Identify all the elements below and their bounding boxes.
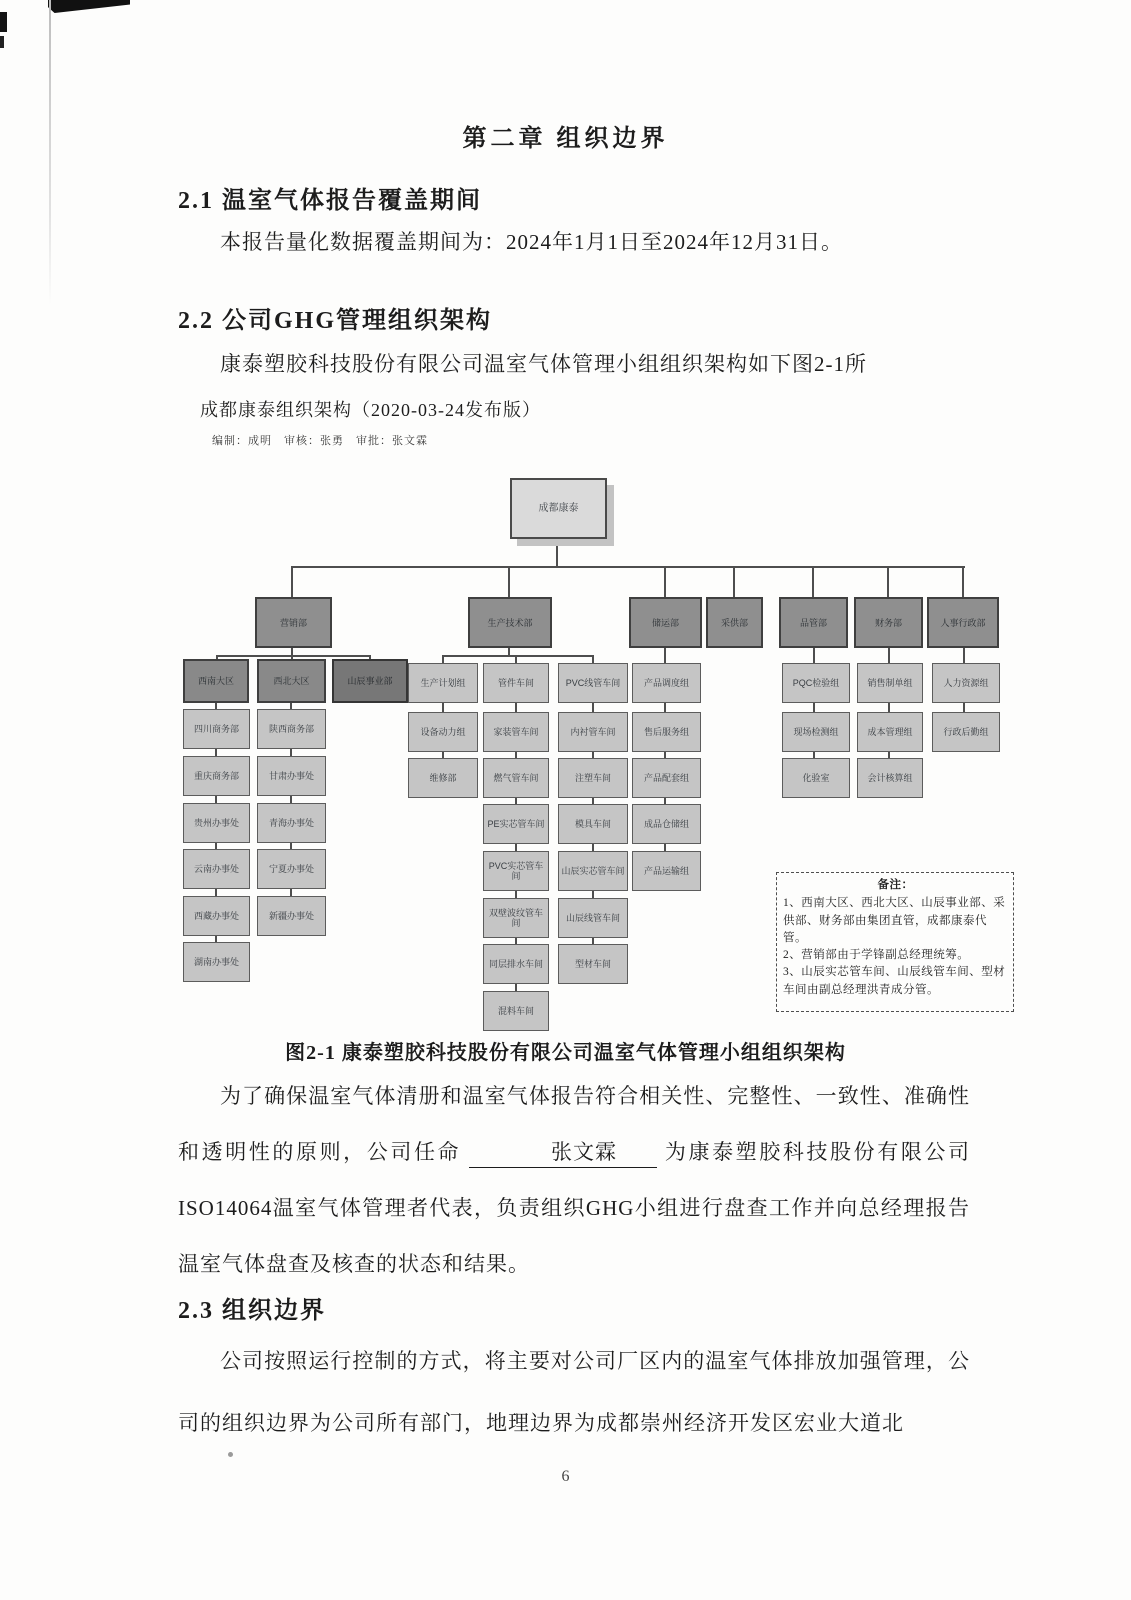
org-node: 化验室 xyxy=(782,758,850,798)
org-node: 成都康泰 xyxy=(510,478,607,539)
appointment-text-before: 为了确保温室气体清册和温室气体报告符合相关性、完整性、一致性、准确性和透明性的原则，公司任命 xyxy=(178,1084,970,1164)
org-node: 产品调度组 xyxy=(632,663,701,703)
section-2-3-heading: 2.3 组织边界 xyxy=(178,1298,326,1324)
org-connector-line xyxy=(216,655,371,657)
org-node: 会计核算组 xyxy=(857,758,923,798)
org-node: 贵州办事处 xyxy=(183,803,250,843)
section-2-3-paragraph: 公司按照运行控制的方式，将主要对公司厂区内的温室气体排放加强管理，公司的组织边界为公司所有部门，地理边界为成都崇州经济开发区宏业大道北 xyxy=(178,1349,970,1435)
org-node: 青海办事处 xyxy=(257,803,326,843)
note-item: 3、山辰实芯管车间、山辰线管车间、型材车间由副总经理洪青成分管。 xyxy=(783,966,1006,996)
org-chart-notes xyxy=(776,872,1014,1012)
org-connector-line xyxy=(291,566,965,568)
figure-caption: 图2-1 康泰塑胶科技股份有限公司温室气体管理小组组织架构 xyxy=(285,1042,846,1064)
org-node: PQC检验组 xyxy=(782,663,850,703)
org-node: 行政后勤组 xyxy=(932,712,1000,752)
section-2-2-intro: 康泰塑胶科技股份有限公司温室气体管理小组组织架构如下图2-1所 xyxy=(220,352,867,376)
org-node: 混料车间 xyxy=(483,991,549,1031)
org-node: 西藏办事处 xyxy=(183,896,250,936)
org-node: PVC线管车间 xyxy=(558,663,628,703)
appointed-name: 张文霖 xyxy=(469,1137,657,1168)
org-node: 人力资源组 xyxy=(932,663,1000,703)
org-node: 西北大区 xyxy=(257,659,326,703)
section-2-1-paragraph: 本报告量化数据覆盖期间为：2024年1月1日至2024年12月31日。 xyxy=(220,230,843,254)
org-node: 新疆办事处 xyxy=(257,896,326,936)
org-node: 注塑车间 xyxy=(558,758,628,798)
org-connector-line xyxy=(812,566,814,597)
org-node: 营销部 xyxy=(255,597,332,648)
org-node: 设备动力组 xyxy=(408,712,478,752)
org-node: PVC实芯管车间 xyxy=(483,851,549,891)
appointment-paragraph xyxy=(178,1068,970,1292)
org-node: 生产计划组 xyxy=(408,663,478,703)
org-node: 人事行政部 xyxy=(927,597,999,648)
note-item: 1、西南大区、西北大区、山辰事业部、采供部、财务部由集团直管，成都康泰代管。 xyxy=(783,897,1006,944)
org-node: 生产技术部 xyxy=(468,597,552,648)
org-connector-line xyxy=(664,566,666,597)
org-node: 管件车间 xyxy=(483,663,549,703)
note-item: 2、营销部由于学锋副总经理统筹。 xyxy=(783,949,970,961)
org-node: 采供部 xyxy=(706,597,763,648)
org-node: 内衬管车间 xyxy=(558,712,628,752)
org-node: 产品运输组 xyxy=(632,851,701,891)
org-node: 维修部 xyxy=(408,758,478,798)
org-connector-line xyxy=(733,566,735,597)
appointment-text-after: 为康泰塑胶科技股份有限公司ISO14064温室气体管理者代表，负责组织GHG小组进行盘查工作并向总经理报告温室气体盘查及核查的状态和结果。 xyxy=(178,1140,971,1276)
org-node: 湖南办事处 xyxy=(183,942,250,982)
org-chart-byline: 编制：成明 审核：张勇 审批：张文霖 xyxy=(212,435,428,447)
org-node: 山辰事业部 xyxy=(332,659,408,703)
chapter-title: 第二章 组织边界 xyxy=(462,126,669,152)
org-node: 燃气管车间 xyxy=(483,758,549,798)
org-node: 模具车间 xyxy=(558,804,628,844)
org-node: 现场检测组 xyxy=(782,712,850,752)
org-node: 家装管车间 xyxy=(483,712,549,752)
org-connector-line xyxy=(556,539,558,567)
org-node: 储运部 xyxy=(629,597,702,648)
org-node: 型材车间 xyxy=(558,944,628,984)
org-connector-line xyxy=(962,566,964,597)
org-connector-line xyxy=(442,655,594,657)
org-node: 双壁波纹管车间 xyxy=(483,898,549,938)
org-node: 四川商务部 xyxy=(183,709,250,749)
org-node: 销售制单组 xyxy=(857,663,923,703)
org-connector-line xyxy=(887,566,889,597)
org-chart-subtitle: 成都康泰组织架构（2020-03-24发布版） xyxy=(200,400,541,420)
org-node: 云南办事处 xyxy=(183,849,250,889)
notes-title: 备注： xyxy=(877,879,914,891)
org-node: 售后服务组 xyxy=(632,712,701,752)
org-node: 品管部 xyxy=(779,597,848,648)
org-node: 甘肃办事处 xyxy=(257,756,326,796)
org-node: 成品仓储组 xyxy=(632,804,701,844)
org-node: 西南大区 xyxy=(183,659,249,703)
page-number: 6 xyxy=(561,1468,570,1485)
org-node: 山辰实芯管车间 xyxy=(558,851,628,891)
org-connector-line xyxy=(291,566,293,597)
org-node: 重庆商务部 xyxy=(183,756,250,796)
org-node: 同层排水车间 xyxy=(483,944,549,984)
org-node: 产品配套组 xyxy=(632,758,701,798)
org-node: 山辰线管车间 xyxy=(558,898,628,938)
org-node: 宁夏办事处 xyxy=(257,849,326,889)
org-node: 财务部 xyxy=(854,597,923,648)
org-node: PE实芯管车间 xyxy=(483,804,549,844)
org-node: 成本管理组 xyxy=(857,712,923,752)
org-connector-line xyxy=(508,566,510,597)
section-2-2-heading: 2.2 公司GHG管理组织架构 xyxy=(178,308,493,334)
section-2-1-heading: 2.1 温室气体报告覆盖期间 xyxy=(178,188,482,214)
org-node: 陕西商务部 xyxy=(257,709,326,749)
